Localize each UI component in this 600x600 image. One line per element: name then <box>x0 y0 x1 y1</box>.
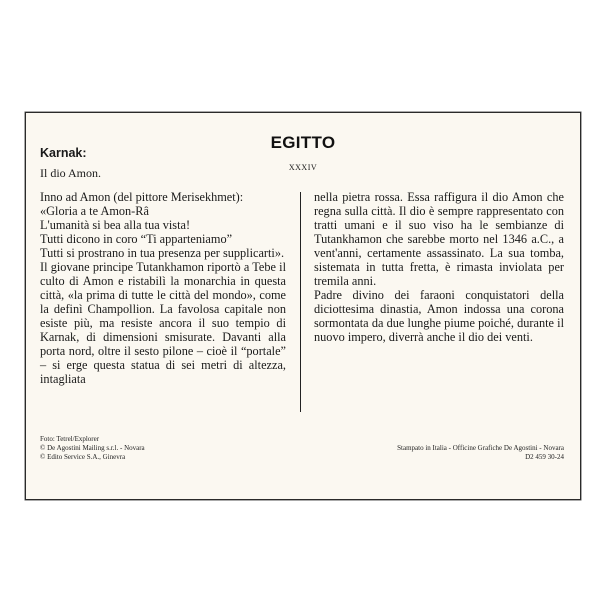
column-divider <box>300 192 301 412</box>
subject-block <box>40 146 101 181</box>
hymn-line: Tutti dicono in coro “Ti apparteniamo” <box>40 232 233 246</box>
body-paragraph: Il giovane principe Tutankhamon riportò a Tebe il culto di Amon e ristabilì la monarchia in questa città, «la prima di tutte le città del mondo», come la definì Champollion. La favolosa capitale non esiste più, ma resiste ancora il suo tempio di Karnak, di dimensioni smisurate. Davanti alla porta nord, oltre il sesto pilone – cioè il “portale” – si erge questa statua di sei metri di altezza, intagliata <box>40 260 286 386</box>
card-title: EGITTO <box>270 133 336 152</box>
subject-title: Karnak: <box>40 146 87 160</box>
card-numeral: XXXIV <box>288 163 318 172</box>
product-code: D2 459 30-24 <box>525 453 564 461</box>
credit-line: © Edito Service S.A., Ginevra <box>40 453 126 461</box>
hymn-line: Tutti si prostrano in tua presenza per supplicarti». <box>40 246 285 260</box>
hymn-line: «Gloria a te Amon-Râ <box>40 204 149 218</box>
credits-block <box>40 435 145 462</box>
right-text-column <box>314 190 564 344</box>
left-text-column <box>40 190 286 386</box>
credit-line: © De Agostini Mailing s.r.l. - Novara <box>40 444 145 452</box>
printer-block <box>397 444 564 462</box>
body-paragraph: Padre divino dei faraoni conquistatori della diciottesima dinastia, Amon indossa una corona sormontata da due lunghe piume poiché, durante il nuovo impero, diverrà anche il dio dei venti. <box>314 288 564 344</box>
body-paragraph: nella pietra rossa. Essa raffigura il dio Amon che regna sulla città. Il dio è sempre rappresentato con tratti umani e il suo viso ha le sembianze di Tutankhamon che sarebbe morto nel 1346 a.C., a vent'anni, certamente assassinato. La sua tomba, sistemata in tutta fretta, è rimasta inviolata per tremila anni. <box>314 190 564 288</box>
subject-subtitle: Il dio Amon. <box>40 166 102 180</box>
hymn-line: L'umanità si bea alla tua vista! <box>40 218 191 232</box>
printer-line: Stampato in Italia - Officine Grafiche De Agostini - Novara <box>397 444 564 452</box>
hymn-intro: Inno ad Amon (del pittore Merisekhmet): <box>40 190 244 204</box>
postcard-back <box>25 112 581 500</box>
credit-line: Foto: Tetrel/Explorer <box>40 435 100 443</box>
